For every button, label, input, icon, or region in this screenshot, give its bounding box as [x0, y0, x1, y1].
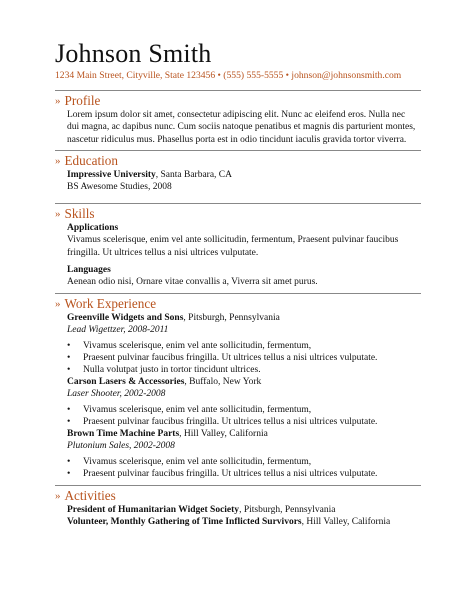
contact-info: 1234 Main Street, Cityville, State 123456 • (555) 555-5555 • johnson@johnsonsmith.com: [55, 70, 402, 81]
profile-text: Lorem ipsum dolor sit amet, consectetur adipiscing elit. Nunc ac eleifend eros. Nulla nec dui magna, ac dapibus nunc. Cum sociis natoque penatibus et magnis dis parturient montes, nascetur ridiculus mus. Phasellus porta est in odio tincidunt iaculis gravida tortor viverra.: [67, 110, 416, 145]
degree: BS Awesome Studies, 2008: [67, 182, 172, 193]
job-entry: [67, 312, 427, 376]
chevron-icon: »: [55, 208, 61, 220]
job-location: , Hill Valley, California: [179, 429, 268, 439]
job-role: Plutonium Sales, 2002-2008: [67, 441, 175, 452]
job-location: , Pitsburgh, Pennsylvania: [183, 313, 280, 323]
job-role: Lead Wigettzer, 2008-2011: [67, 325, 169, 336]
languages-title: Languages: [67, 265, 111, 275]
section-title-activities: Activities: [64, 488, 116, 503]
job-role: Laser Shooter, 2002-2008: [67, 389, 166, 400]
activities-block: [67, 504, 427, 529]
activity-item: [67, 516, 427, 528]
applications-text: Vivamus scelerisque, enim vel ante sollicitudin, fermentum, Praesent pulvinar faucibus fringilla. Ut ultrices tellus a nisi ultrices vulputate.: [67, 235, 399, 258]
job-company: Greenville Widgets and Sons: [67, 313, 184, 323]
job-bullet: • Praesent pulvinar faucibus fringilla. Ut ultrices tellus a nisi ultrices vulputate.: [67, 416, 427, 428]
activity-location: , Hill Valley, California: [301, 517, 391, 528]
school-name: Impressive University: [67, 170, 156, 180]
languages-text: Aenean odio nisi, Ornare vitae convallis a, Viverra sit amet purus.: [67, 277, 318, 288]
skills-block: [67, 222, 422, 259]
applications-title: Applications: [67, 223, 119, 233]
job-bullet: • Praesent pulvinar faucibus fringilla. Ut ultrices tellus a nisi ultrices vulputate.: [67, 352, 427, 364]
activity-role: President of Humanitarian Widget Society: [67, 505, 240, 515]
section-title-education: Education: [64, 153, 118, 168]
job-location: , Buffalo, New York: [184, 377, 262, 387]
job-bullet: • Vivamus scelerisque, enim vel ante sollicitudin, fermentum,: [67, 340, 427, 352]
chevron-icon: »: [55, 298, 61, 310]
job-bullet: • Nulla volutpat justo in tortor tincidunt ultrices.: [67, 364, 427, 376]
section-education-header: [55, 150, 421, 168]
job-bullet: • Praesent pulvinar faucibus fringilla. Ut ultrices tellus a nisi ultrices vulputate.: [67, 468, 427, 480]
section-skills-header: [55, 203, 421, 221]
activity-role: Volunteer, Monthly Gathering of Time Inflicted Survivors: [67, 517, 302, 528]
languages-block: [67, 264, 427, 289]
section-work-header: [55, 293, 421, 311]
chevron-icon: »: [55, 490, 61, 502]
school-location: , Santa Barbara, CA: [155, 170, 232, 180]
job-company: Brown Time Machine Parts: [67, 429, 180, 439]
resume-name: Johnson Smith: [55, 39, 212, 68]
job-entry: [67, 376, 427, 428]
section-title-work: Work Experience: [64, 296, 157, 311]
job-bullet: • Vivamus scelerisque, enim vel ante sollicitudin, fermentum,: [67, 404, 427, 416]
section-title-profile: Profile: [64, 93, 101, 108]
activity-item: [67, 504, 427, 516]
job-company: Carson Lasers & Accessories: [67, 377, 185, 387]
chevron-icon: »: [55, 155, 61, 167]
section-profile-header: [55, 90, 421, 108]
job-entry: [67, 428, 427, 480]
activity-location: , Pitsburgh, Pennsylvania: [239, 505, 336, 515]
job-bullet: • Vivamus scelerisque, enim vel ante sollicitudin, fermentum,: [67, 456, 427, 468]
education-block: [67, 169, 427, 194]
section-activities-header: [55, 485, 421, 503]
chevron-icon: »: [55, 95, 61, 107]
section-title-skills: Skills: [64, 206, 95, 221]
